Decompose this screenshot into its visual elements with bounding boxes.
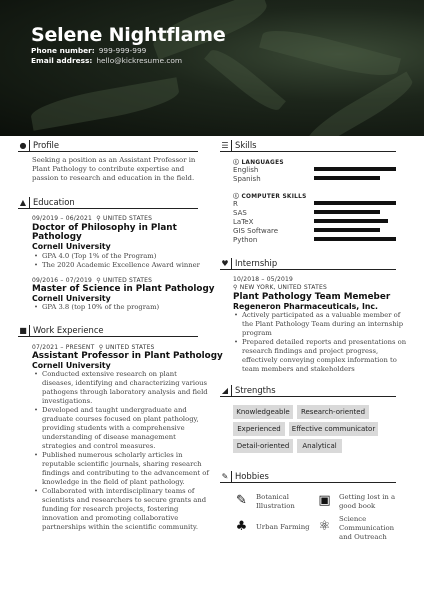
phone-label: Phone number: (31, 46, 95, 55)
strength-tag: Research-oriented (297, 405, 369, 419)
section-title: Strengths (231, 385, 276, 396)
internship-date: 10/2018 – 05/2019 (233, 276, 294, 283)
work-role: Assistant Professor in Plant Pathology (32, 351, 223, 361)
person-icon: ● (19, 141, 27, 150)
profile-line: Plant Pathology to contribute expertise and (32, 165, 185, 173)
location-pin-icon: ⚲ (233, 284, 238, 291)
work-bullet-cont: knowledge in the field of plant pathology. (42, 478, 185, 486)
profile-line: Seeking a position as an Assistant Professor in (32, 156, 196, 164)
section-internship (220, 258, 396, 270)
section-skills (220, 140, 396, 152)
section-title: Skills (231, 140, 257, 151)
work-bullet-cont: investigations. (42, 397, 93, 405)
internship-bullet-cont: research findings and project progress, (242, 347, 379, 355)
strength-tag: Detail-oriented (233, 439, 293, 453)
edu-degree: Pathology (32, 232, 82, 242)
internship-company: Regeneron Pharmaceuticals, Inc. (233, 302, 378, 311)
internship-bullet-cont: team members and stakeholders (242, 365, 355, 373)
languages-category (233, 157, 284, 166)
edu-degree: Master of Science in Plant Pathology (32, 284, 215, 294)
work-bullet-cont: reputable scientific journals, sharing research (42, 460, 202, 468)
section-work-experience (18, 325, 198, 337)
computer-skills-category (233, 191, 307, 200)
email-value: hello@kickresume.com (96, 56, 183, 65)
work-bullet-cont: diseases, identifying and characterizing various (42, 379, 208, 387)
edu-bullet: • GPA 4.0 (Top 1% of the Program) (42, 252, 156, 261)
phone-line (31, 46, 146, 55)
internship-location: NEW YORK, UNITED STATES (239, 284, 327, 291)
hobby-label: Getting lost in a (339, 493, 396, 501)
hobby-label: Urban Farming (256, 523, 310, 531)
strength-tag: Analytical (297, 439, 342, 453)
section-title: Profile (29, 140, 59, 151)
fern-decoration (259, 22, 401, 83)
internship-bullet: • Prepared detailed reports and presentations on (242, 338, 406, 347)
hobby-label: good book (339, 502, 376, 510)
work-location: UNITED STATES (105, 344, 155, 351)
location-pin-icon: ⚲ (96, 277, 101, 284)
languages-label: LANGUAGES (241, 160, 284, 166)
section-title: Internship (231, 258, 277, 269)
header-banner (0, 0, 424, 136)
computer-skills-label: COMPUTER SKILLS (241, 194, 307, 200)
hobby-label: Botanical (256, 493, 289, 501)
work-date: 07/2021 – PRESENT (32, 344, 95, 351)
skill-bar (314, 237, 396, 241)
work-bullet-cont: strategies and control measures. (42, 442, 156, 450)
science-icon: ⚛ (318, 519, 331, 534)
edu-date: 09/2019 – 06/2021 (32, 215, 93, 222)
chart-icon: ◢ (221, 386, 229, 395)
edu-date-location (32, 277, 152, 284)
hobby-label: Science (339, 515, 367, 523)
work-company: Cornell University (32, 361, 111, 370)
work-bullet: • Published numerous scholarly articles in (42, 451, 182, 460)
internship-location-line (233, 284, 327, 291)
strength-tag: Knowledgeable (233, 405, 293, 419)
strength-tag: Effective communicator (289, 422, 378, 436)
edu-date-location (32, 215, 152, 222)
phone-value: 999-999-999 (98, 46, 147, 55)
fern-decoration (303, 71, 418, 136)
plant-hand-icon: ♣ (235, 519, 248, 534)
skill-name: SAS (233, 209, 247, 217)
edu-school: Cornell University (32, 294, 111, 303)
work-bullet-cont: providing students with a comprehensive (42, 424, 185, 432)
skill-bar (314, 228, 380, 232)
edu-bullet: • GPA 3.8 (top 10% of the program) (42, 303, 159, 312)
work-bullet-cont: findings and contributing to the advancement of (42, 469, 209, 477)
edu-location: UNITED STATES (103, 277, 153, 284)
skill-bar (314, 201, 396, 205)
book-icon: ▣ (318, 493, 331, 508)
section-title: Hobbies (231, 471, 269, 482)
location-pin-icon: ⚲ (98, 344, 104, 351)
section-profile (18, 140, 198, 152)
skill-name: English (233, 166, 259, 174)
work-bullet-cont: funding for research projects, fostering (42, 505, 179, 513)
skill-name: Spanish (233, 175, 261, 183)
hobby-label: and Outreach (339, 533, 387, 541)
info-icon: ⓘ (233, 194, 240, 200)
skill-name: R (233, 200, 238, 208)
location-pin-icon: ⚲ (96, 215, 101, 222)
internship-bullet-cont: the Plant Pathology Team during an internship (242, 320, 404, 328)
skill-bar (314, 219, 388, 223)
work-bullet: • Conducted extensive research on plant (42, 370, 177, 379)
internship-bullet-cont: program (242, 329, 272, 337)
section-title: Education (29, 197, 75, 208)
work-bullet-cont: pathogens through laboratory analysis and field (42, 388, 208, 396)
edu-date: 09/2016 – 07/2019 (32, 277, 93, 284)
email-label: Email address: (31, 56, 93, 65)
work-bullet: • Collaborated with interdisciplinary teams of (42, 487, 194, 496)
edu-bullet: • The 2020 Academic Excellence Award winner (42, 261, 200, 270)
info-icon: ⓘ (233, 160, 240, 166)
work-date-location (32, 344, 155, 351)
work-bullet: • Developed and taught undergraduate and (42, 406, 187, 415)
skill-name: LaTeX (233, 218, 254, 226)
edu-degree: Doctor of Philosophy in Plant (32, 223, 177, 233)
palette-icon: ✎ (236, 493, 247, 508)
heart-icon: ♥ (221, 259, 229, 268)
section-title: Work Experience (29, 325, 104, 336)
work-bullet-cont: graduate courses focused on plant pathology, (42, 415, 199, 423)
email-line (31, 56, 182, 65)
fern-decoration (29, 77, 182, 131)
skill-bar (314, 176, 380, 180)
section-education (18, 197, 198, 209)
hobby-label: Communication (339, 524, 395, 532)
work-bullet-cont: scientists and researchers to secure grants and (42, 496, 207, 504)
skill-bar (314, 167, 396, 171)
candidate-name: Selene Nightflame (31, 24, 226, 46)
fern-decoration (204, 43, 286, 116)
work-bullet-cont: innovation and promoting collaborative (42, 514, 179, 522)
skill-bar (314, 210, 380, 214)
section-hobbies (220, 471, 396, 483)
strength-tag: Experienced (233, 422, 285, 436)
work-bullet-cont: understanding of disease management (42, 433, 176, 441)
internship-bullet: • Actively participated as a valuable member of (242, 311, 400, 320)
briefcase-icon: ■ (19, 326, 27, 335)
graduation-cap-icon: ▲ (19, 198, 27, 207)
edu-location: UNITED STATES (103, 215, 153, 222)
hobby-label: Illustration (256, 502, 295, 510)
edu-school: Cornell University (32, 242, 111, 251)
skill-name: Python (233, 236, 258, 244)
profile-line: passion to research and education in the field. (32, 174, 195, 182)
bars-icon: ☰ (221, 141, 229, 150)
skill-name: GIS Software (233, 227, 279, 235)
pencil-icon: ✎ (221, 472, 229, 481)
work-bullet-cont: partnerships within the scientific community. (42, 523, 198, 531)
internship-bullet-cont: effectively conveying complex information to (242, 356, 397, 364)
section-strengths (220, 385, 396, 397)
internship-role: Plant Pathology Team Memeber (233, 292, 391, 302)
